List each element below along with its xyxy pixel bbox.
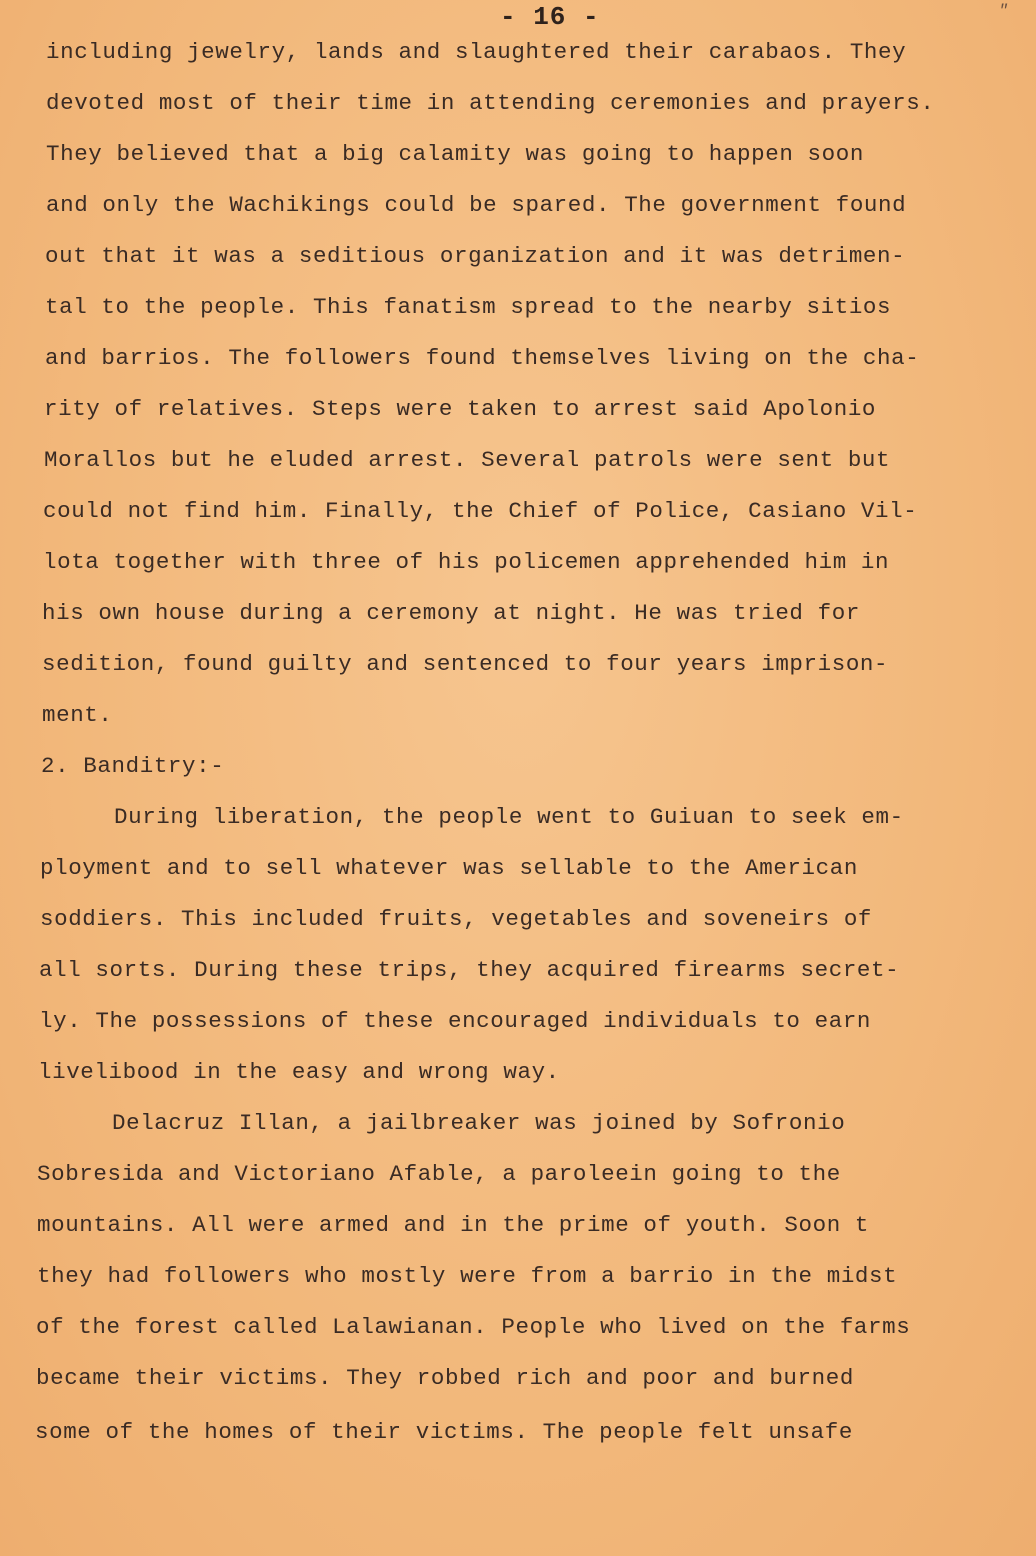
text-line: they had followers who mostly were from a barrio in the midst [37,1263,898,1289]
text-line: his own house during a ceremony at night. He was tried for [42,600,860,626]
text-line: all sorts. During these trips, they acquired firearms secret- [39,957,900,983]
text-line: livelibood in the easy and wrong way. [38,1059,560,1085]
text-line: rity of relatives. Steps were taken to arrest said Apolonio [44,396,877,422]
text-line: ly. The possessions of these encouraged individuals to earn [39,1008,872,1034]
text-line: tal to the people. This fanatism spread to the nearby sitios [45,294,892,320]
text-line: of the forest called Lalawianan. People who lived on the farms [36,1314,911,1340]
text-line: Sobresida and Victoriano Afable, a paroleein going to the [37,1161,841,1187]
text-line: could not find him. Finally, the Chief of Police, Casiano Vil- [43,498,918,524]
text-line: out that it was a seditious organization and it was detrimen- [45,243,906,269]
section-heading: 2. Banditry:- [41,753,225,779]
text-line: devoted most of their time in attending ceremonies and prayers. [46,90,935,116]
text-line: lota together with three of his policemen apprehended him in [43,549,890,575]
text-line: ployment and to sell whatever was sellable to the American [40,855,858,881]
text-line: soddiers. This included fruits, vegetables and soveneirs of [40,906,873,932]
text-line: Morallos but he eluded arrest. Several patrols were sent but [44,447,891,473]
text-line: ment. [42,702,113,728]
page-number: - 16 - [500,2,600,32]
text-line: including jewelry, lands and slaughtered their carabaos. They [46,39,907,65]
text-line: They believed that a big calamity was going to happen soon [46,141,864,167]
text-line: sedition, found guilty and sentenced to four years imprison- [42,651,889,677]
text-line: became their victims. They robbed rich and poor and burned [36,1365,854,1391]
corner-mark: " [998,2,1008,20]
text-line: mountains. All were armed and in the prime of youth. Soon t [37,1212,870,1238]
text-line: and barrios. The followers found themselves living on the cha- [45,345,920,371]
text-line: Delacruz Illan, a jailbreaker was joined by Sofronio [112,1110,846,1136]
text-line: and only the Wachikings could be spared. The government found [46,192,907,218]
text-line: some of the homes of their victims. The people felt unsafe [35,1419,853,1445]
text-line: During liberation, the people went to Guiuan to seek em- [114,804,904,830]
